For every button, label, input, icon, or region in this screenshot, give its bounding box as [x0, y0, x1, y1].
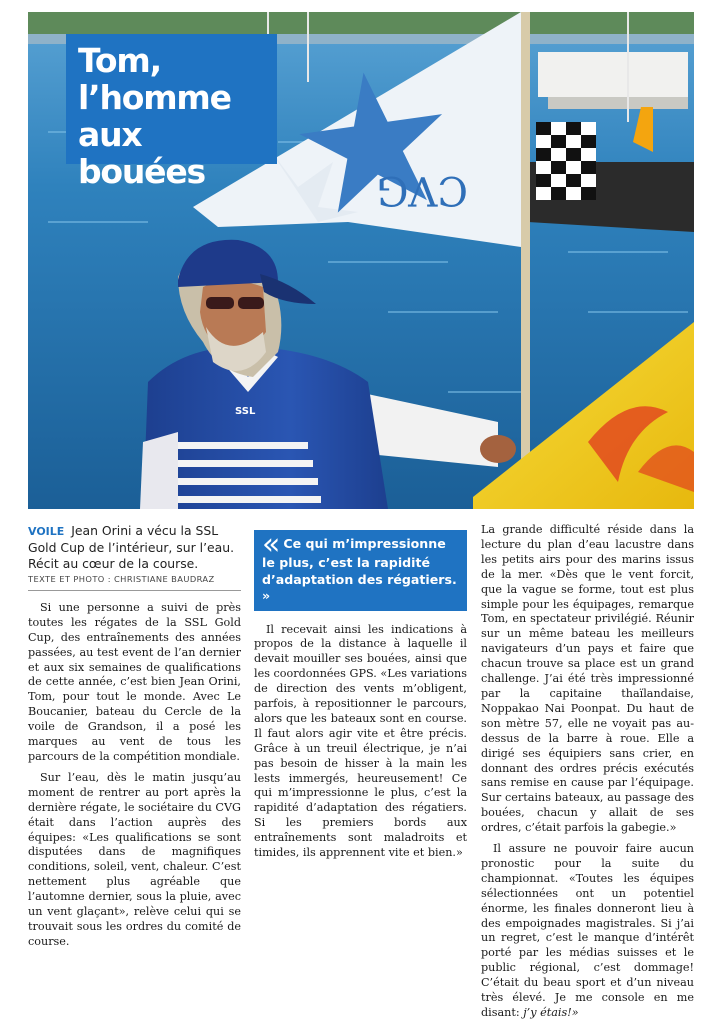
- checkered-buoy: [536, 122, 596, 200]
- headline-line-3: aux bouées: [78, 115, 205, 191]
- lead-text: Jean Orini a vécu la SSL Gold Cup de l’intérieur, sur l’eau. Récit au cœur de la course.: [28, 523, 235, 571]
- column-1: [28, 523, 241, 948]
- pull-quote-text: Ce qui m’impressionne le plus, c’est la rapidité d’adaptation des régatiers. »: [262, 536, 457, 603]
- paragraph-5: [481, 842, 694, 1021]
- shirt-logo-text: SSL: [235, 406, 256, 417]
- hero-photo: [28, 12, 694, 509]
- column-2: [254, 522, 467, 860]
- headline-line-2: l’homme: [78, 78, 231, 117]
- flag-letters: CVG: [376, 167, 468, 213]
- paragraph-5-text: Il assure ne pouvoir faire aucun pronostic pour la suite du championnat. «Toutes les équipes sélectionnées ont un potentiel énorme, les finales donneront lieu à des empoignades magistrales. Si j’ai un regret, c’est le manque d’intérêt porté par les médias suisses et le public régional, c’est dommage! C’était du beau sport et d’un niveau très élevé. Je me console en me disant:: [481, 842, 694, 1019]
- pull-quote: [254, 527, 467, 611]
- paragraph-2: Sur l’eau, dès le matin jusqu’au moment de rentrer au port après la dernière régate, le sociétaire du CVG était dans l’action auprès des équipes: «Les qualifications se sont disputées dans de magnifiques conditions, soleil, vent, chaleur. C’est nettement plus agréable que l’automne dernier, sous la pluie, avec un vent glaçant», relève celui qui se trouvait sous les ordres du comité de course.: [28, 770, 241, 948]
- paragraph-3: Il recevait ainsi les indications à propos de la distance à laquelle il devait mouiller ses bouées, ainsi que les coordonnées GPS. «Les variations de direction des vents m’obligent, parfois, à repositionner le parcours, alors que les bateaux sont en course. Il faut alors agir vite et être précis. Grâce à un treuil électrique, je n’ai pas besoin de hisser à la main les lests immergés, heureusement! Ce qui m’impressionne le plus, c’est la rapidité d’adaptation des régatiers. Si les premiers bords aux entraînements sont maladroits et timides, ils apprennent vite et bien.»: [254, 622, 467, 860]
- headline-box: [66, 34, 277, 191]
- lead: [28, 523, 241, 572]
- rubric: VOILE: [28, 525, 65, 538]
- paragraph-4: La grande difficulté réside dans la lecture du plan d’eau lacustre dans les petits airs pour des marins issus de la mer. «Dès que le vent forcit, que la vague se forme, tout est plus simple pour les équipages, remarque Tom, en spectateur privilégié. Réunir sur un même bateau les meilleurs navigateurs d’un pays et faire que chacun trouve sa place est un grand challenge. J’ai été très impressionné par la capitaine thaïlandaise, Noppakao Nai Poonpat. Du haut de son mètre 57, elle ne voyait pas au-dessus de la barre à roue. Elle a dirigé ses équipiers sans crier, en donnant des ordres précis exécutés sans remise en cause par l’équipage. Sur certains bateaux, au passage des bouées, chacun y allait de ses ordres, c’était parfois la gabegie.»: [481, 523, 694, 835]
- paragraph-1: Si une personne a suivi de près toutes les régates de la SSL Gold Cup, des entraînements des années passées, au test event de l’an dernier et aux six semaines de qualifications de cette année, c’est bien Jean Orini, Tom, pour tout le monde. Avec Le Boucanier, bateau du Cercle de la voile de Grandson, il a posé les marques au vent de tous les parcours de la compétition mondiale.: [28, 600, 241, 763]
- column-3: [481, 523, 694, 1019]
- byline: TEXTE ET PHOTO : CHRISTIANE BAUDRAZ: [28, 572, 241, 591]
- paragraph-5-end: j’y étais!»: [523, 1006, 579, 1019]
- headline: [66, 34, 277, 190]
- headline-line-1: Tom,: [78, 41, 161, 80]
- quote-mark: «: [262, 527, 281, 562]
